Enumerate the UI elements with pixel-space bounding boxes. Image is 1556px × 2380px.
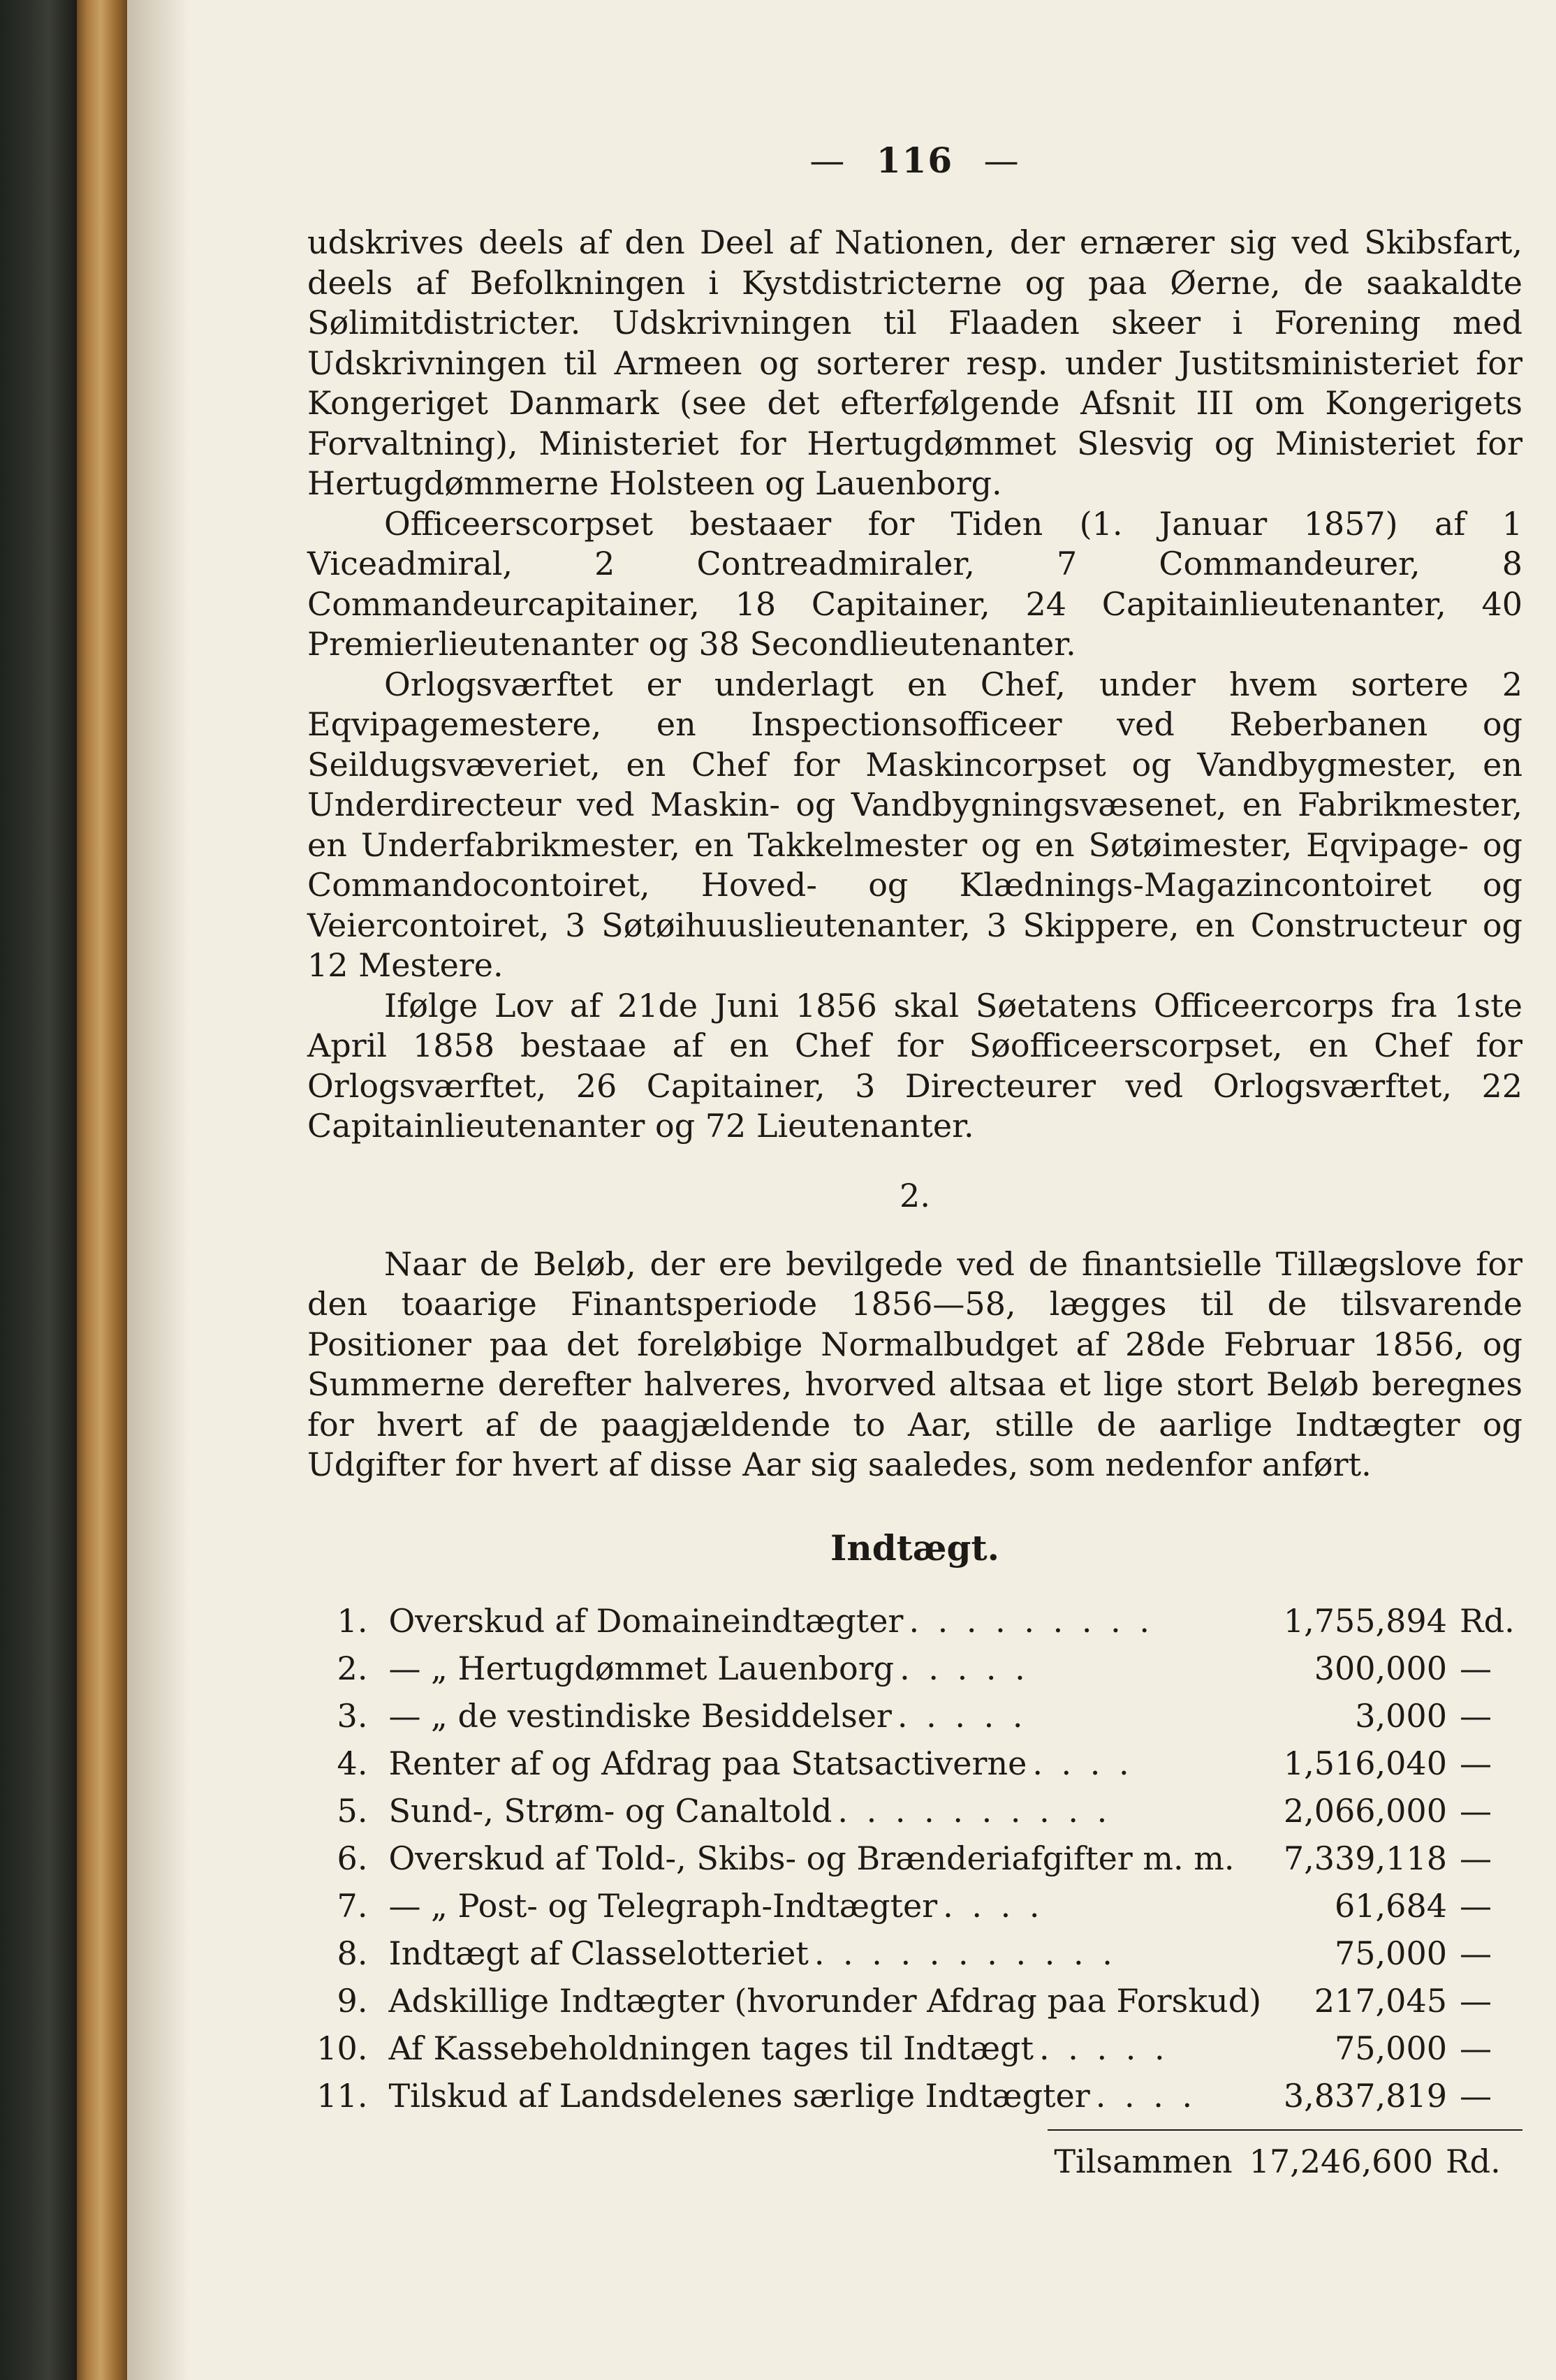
income-table-body — [307, 1597, 1522, 2120]
income-row-amount: 75,000 — [1335, 1934, 1447, 1972]
income-row-unit: — — [1459, 1791, 1492, 1830]
income-row-amount: 300,000 — [1314, 1649, 1447, 1687]
income-row-description: Overskud af Told-, Skibs- og Brænderiafgifter m. m. — [388, 1839, 1235, 1877]
income-row — [307, 1597, 1522, 1645]
income-row-leader-dots — [1235, 1839, 1240, 1877]
income-row — [307, 2072, 1522, 2120]
income-row-amount: 3,000 — [1355, 1696, 1447, 1735]
income-row-leader-dots: . . . . — [943, 1886, 1044, 1925]
income-row-amount: 1,516,040 — [1283, 1744, 1447, 1782]
income-row-number: 11. — [316, 2076, 368, 2115]
section-number: 2. — [900, 1176, 930, 1214]
income-row — [307, 1740, 1522, 1787]
income-row-leader-dots: . . . . — [1032, 1744, 1133, 1782]
income-row-description: Indtægt af Classelotteriet — [388, 1934, 809, 1972]
income-row-leader-dots: . . . . . . . . . . — [837, 1791, 1112, 1830]
income-row-leader-dots: . . . . . . . . . — [909, 1601, 1154, 1640]
income-row-number: 10. — [316, 2029, 368, 2067]
income-row-amount: 75,000 — [1335, 2029, 1447, 2067]
income-total-row — [1048, 2129, 1522, 2182]
income-row-unit: — — [1459, 1886, 1492, 1925]
income-row-unit: — — [1459, 2029, 1492, 2067]
income-row-description: — „ Hertugdømmet Lauenborg — [388, 1649, 895, 1687]
income-row-number: 7. — [337, 1886, 368, 1925]
paragraph-officer-corps: Officeerscorpset bestaaer for Tiden (1. Januar 1857) af 1 Viceadmiral, 2 Contreadmiraler, 7 Commandeurer, 8 Commandeurcapitainer, 18 Capitainer, 24 Capitainlieutenanter, 40 Premierlieutenanter og 38 Secondlieutenanter. — [307, 504, 1522, 663]
income-total-amount: 17,246,600 — [1249, 2142, 1433, 2180]
income-row-unit: Rd. — [1459, 1601, 1515, 1640]
income-row-description: Sund-, Strøm- og Canaltold — [388, 1791, 832, 1830]
income-total-label: Tilsammen — [1054, 2142, 1233, 2180]
income-row-unit: — — [1459, 2076, 1492, 2115]
income-row-amount: 2,066,000 — [1283, 1791, 1447, 1830]
income-row-number: 2. — [337, 1649, 368, 1687]
book-binding — [0, 0, 77, 2380]
paragraph-budget-intro: Naar de Beløb, der ere bevilgede ved de finantsielle Tillægslove for den toaarige Finantsperiode 1856—58, lægges til de tilsvarende Positioner paa det foreløbige Normalbudget af 28de Februar 1856, og Summerne derefter halveres, hvorved altsaa et lige stort Beløb beregnes for hvert af de paagjældende to Aar, stille de aarlige Indtægter og Udgifter for hvert af disse Aar sig saaledes, som nedenfor anført. — [307, 1244, 1522, 1483]
income-total-unit: Rd. — [1446, 2142, 1501, 2180]
page-number-dash-right: — — [983, 140, 1020, 181]
income-row — [307, 1977, 1522, 2025]
page-number — [307, 140, 1522, 181]
income-row-number: 9. — [337, 1981, 368, 2020]
page-number-value: 116 — [876, 140, 954, 181]
income-row — [307, 1882, 1522, 1930]
income-row-description: Renter af og Afdrag paa Statsactiverne — [388, 1744, 1027, 1782]
paragraph-law-1856: Ifølge Lov af 21de Juni 1856 skal Søetatens Officeercorps fra 1ste April 1858 bestaae af en Chef for Søofficeerscorpset, en Chef for Orlogsværftet, 26 Capitainer, 3 Directeurer ved Orlogsværftet, 22 Capitainlieutenanter og 72 Lieutenanter. — [307, 986, 1522, 1145]
income-row-amount: 3,837,819 — [1283, 2076, 1447, 2115]
gilt-page-edge — [77, 0, 127, 2380]
income-row-unit: — — [1459, 1981, 1492, 2020]
income-row-number: 6. — [337, 1839, 368, 1877]
income-row-unit: — — [1459, 1839, 1492, 1877]
income-row-description: Overskud af Domaineindtægter — [388, 1601, 904, 1640]
income-row-description: Adskillige Indtægter (hvorunder Afdrag paa Forskud) — [388, 1981, 1262, 2020]
gutter-shadow — [127, 0, 190, 2380]
income-row-leader-dots: . . . . . — [1039, 2029, 1169, 2067]
income-row — [307, 1692, 1522, 1740]
income-heading: Indtægt. — [830, 1527, 1000, 1569]
income-row — [307, 1787, 1522, 1835]
page-number-dash-left: — — [809, 140, 846, 181]
income-row-amount: 1,755,894 — [1283, 1601, 1447, 1640]
income-row-number: 8. — [337, 1934, 368, 1972]
income-row-number: 4. — [337, 1744, 368, 1782]
income-row-amount: 217,045 — [1314, 1981, 1447, 2020]
income-row-unit: — — [1459, 1744, 1492, 1782]
income-row-number: 1. — [337, 1601, 368, 1640]
income-row-description: Tilskud af Landsdelenes særlige Indtægter — [388, 2076, 1090, 2115]
income-row — [307, 1835, 1522, 1882]
income-row-amount: 7,339,118 — [1283, 1839, 1447, 1877]
income-row — [307, 1930, 1522, 1977]
income-row-unit: — — [1459, 1696, 1492, 1735]
income-row-number: 3. — [337, 1696, 368, 1735]
paragraph-conscription: udskrives deels af den Deel af Nationen, der ernærer sig ved Skibsfart, deels af Befolkningen i Kystdistricterne og paa Øerne, de saakaldte Sølimitdistricter. Udskrivningen til Flaaden skeer i Forening med Udskrivningen til Armeen og sorterer resp. under Justitsministeriet for Kongeriget Danmark (see det efterfølgende Afsnit III om Kongerigets Forvaltning), Ministeriet for Hertugdømmet Slesvig og Ministeriet for Hertugdømmerne Holsteen og Lauenborg. — [307, 223, 1522, 502]
income-row-leader-dots: . . . . . . . . . . . — [814, 1934, 1117, 1972]
income-row-leader-dots: . . . . — [1095, 2076, 1197, 2115]
income-row-unit: — — [1459, 1649, 1492, 1687]
income-row — [307, 1645, 1522, 1692]
income-row-number: 5. — [337, 1791, 368, 1830]
income-row-leader-dots: . . . . . — [900, 1649, 1029, 1687]
income-row-leader-dots: . . . . . — [897, 1696, 1027, 1735]
income-row-leader-dots — [1261, 1982, 1267, 2020]
paragraph-naval-dockyard: Orlogsværftet er underlagt en Chef, under hvem sortere 2 Eqvipagemestere, en Inspectionsofficeer ved Reberbanen og Seildugsvæveriet, en Chef for Maskincorpset og Vandbygmester, en Underdirecteur ved Maskin- og Vandbygningsvæsenet, en Fabrikmester, en Underfabrikmester, en Takkelmester og en Søtøimester, Eqvipage- og Commandocontoiret, Hoved- og Klædnings-Magazincontoiret og Veiercontoiret, 3 Søtøihuuslieutenanter, 3 Skippere, en Constructeur og 12 Mestere. — [307, 665, 1522, 984]
income-table — [307, 1597, 1522, 2120]
income-row-amount: 61,684 — [1335, 1886, 1447, 1925]
income-row-unit: — — [1459, 1934, 1492, 1972]
income-row-description: Af Kassebeholdningen tages til Indtægt — [388, 2029, 1034, 2067]
income-row-description: — „ de vestindiske Besiddelser — [388, 1696, 892, 1735]
book-page — [307, 140, 1522, 2346]
income-row-description: — „ Post- og Telegraph-Indtægter — [388, 1886, 938, 1925]
income-row — [307, 2025, 1522, 2072]
